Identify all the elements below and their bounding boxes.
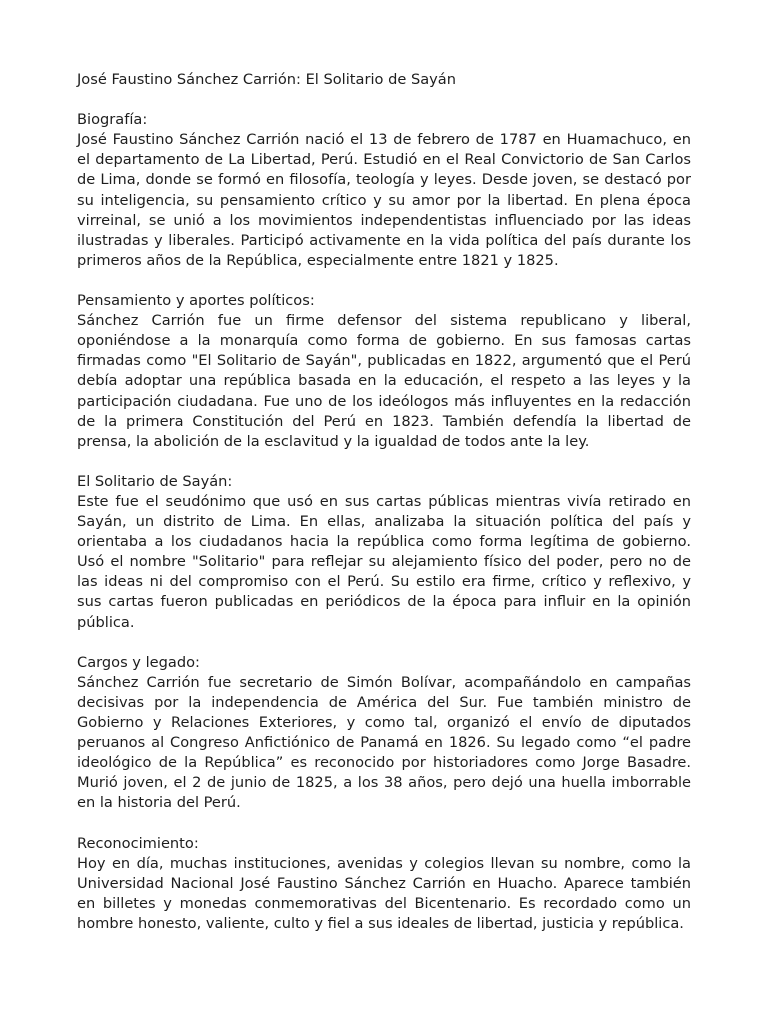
section-heading: Cargos y legado: <box>77 653 200 671</box>
section-paragraph: Sánchez Carrión fue secretario de Simón Bolívar, acompañándolo en campañas decisivas por la independencia de América del Sur. Fue también ministro de Gobierno y Relaciones Exteriores, y como tal, organizó el envío de diputados peruanos al Congreso Anfictiónico de Panamá en 1826. Su legado como “el padre ideológico de la República” es reconocido por historiadores como Jorge Basadre. Murió joven, el 2 de junio de 1825, a los 38 años, pero dejó una huella imborrable en la historia del Perú. <box>77 673 691 812</box>
section-heading: Pensamiento y aportes políticos: <box>77 292 315 310</box>
section-biografia <box>77 110 691 271</box>
section-reconocimiento <box>77 834 691 934</box>
section-paragraph: José Faustino Sánchez Carrión nació el 13 de febrero de 1787 en Huamachuco, en el departamento de La Libertad, Perú. Estudió en el Real Convictorio de San Carlos de Lima, donde se formó en filosofía, teología y leyes. Desde joven, se destacó por su inteligencia, su pensamiento crítico y su amor por la libertad. En plena época virreinal, se unió a los movimientos independentistas influenciado por las ideas ilustradas y liberales. Participó activamente en la vida política del país durante los primeros años de la República, especialmente entre 1821 y 1825. <box>77 131 691 269</box>
section-paragraph: Sánchez Carrión fue un firme defensor del sistema republicano y liberal, oponiéndose a la monarquía como forma de gobierno. En sus famosas cartas firmadas como "El Solitario de Sayán", publicadas en 1822, argumentó que el Perú debía adoptar una república basada en la educación, el respeto a las leyes y la participación ciudadana. Fue uno de los ideólogos más influyentes en la redacción de la primera Constitución del Perú en 1823. También defendía la libertad de prensa, la abolición de la esclavitud y la igualdad de todos ante la ley. <box>77 312 691 450</box>
section-heading: Reconocimiento: <box>77 834 199 852</box>
section-solitario <box>77 472 691 633</box>
document-title: José Faustino Sánchez Carrión: El Solitario de Sayán <box>77 71 456 88</box>
section-pensamiento <box>77 291 691 452</box>
section-cargos <box>77 653 691 814</box>
section-heading: Biografía: <box>77 111 148 129</box>
document-page <box>77 70 691 954</box>
section-heading: El Solitario de Sayán: <box>77 472 233 490</box>
section-paragraph: Este fue el seudónimo que usó en sus cartas públicas mientras vivía retirado en Sayán, un distrito de Lima. En ellas, analizaba la situación política del país y orientaba a los ciudadanos hacia la república como forma legítima de gobierno. Usó el nombre "Solitario" para reflejar su alejamiento físico del poder, pero no de las ideas ni del compromiso con el Perú. Su estilo era firme, crítico y reflexivo, y sus cartas fueron publicadas en periódicos de la época para influir en la opinión pública. <box>77 492 691 631</box>
section-paragraph: Hoy en día, muchas instituciones, avenidas y colegios llevan su nombre, como la Universidad Nacional José Faustino Sánchez Carrión en Huacho. Aparece también en billetes y monedas conmemorativas del Bicentenario. Es recordado como un hombre honesto, valiente, culto y fiel a sus ideales de libertad, justicia y república. <box>77 854 691 932</box>
